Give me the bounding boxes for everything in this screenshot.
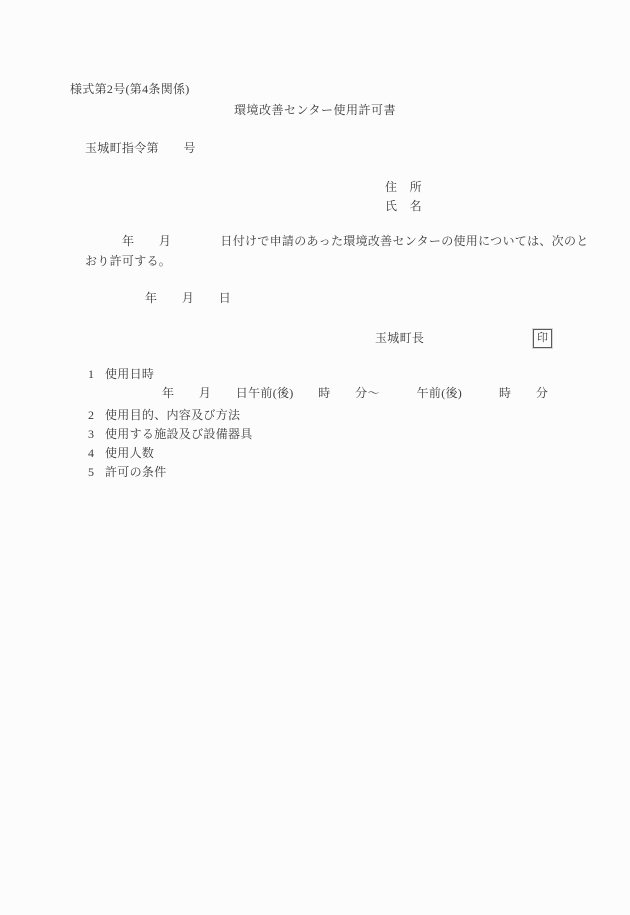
list-item-5-number: 5 [88,465,95,479]
list-item-2-label: 使用目的、内容及び方法 [105,408,241,422]
seal-stamp-box: 印 [533,329,552,348]
address-label: 住 所 [385,180,422,194]
list-item-4-number: 4 [88,446,95,460]
list-item-1-label: 使用日時 [105,367,155,381]
usage-datetime-blank-line: 年 月 日午前(後) 時 分～ 午前(後) 時 分 [162,386,549,400]
list-item-1-number: 1 [88,367,95,381]
list-item-5-label: 許可の条件 [105,465,167,479]
mayor-title-label: 玉城町長 [375,331,425,345]
list-item-3-number: 3 [88,427,95,441]
application-sentence-line1: 年 月 日付けで申請のあった環境改善センターの使用については、次のと [122,234,589,248]
form-number: 様式第2号(第4条関係) [70,82,190,96]
name-label: 氏 名 [385,199,422,213]
application-sentence-line2: おり許可する。 [85,254,172,268]
issue-date-line: 年 月 日 [145,291,232,305]
list-item-3-label: 使用する施設及び設備器具 [105,427,253,441]
document-title: 環境改善センター使用許可書 [233,103,397,117]
directive-number-line: 玉城町指令第 号 [85,141,196,155]
list-item-4-label: 使用人数 [105,446,155,460]
list-item-2-number: 2 [88,408,95,422]
